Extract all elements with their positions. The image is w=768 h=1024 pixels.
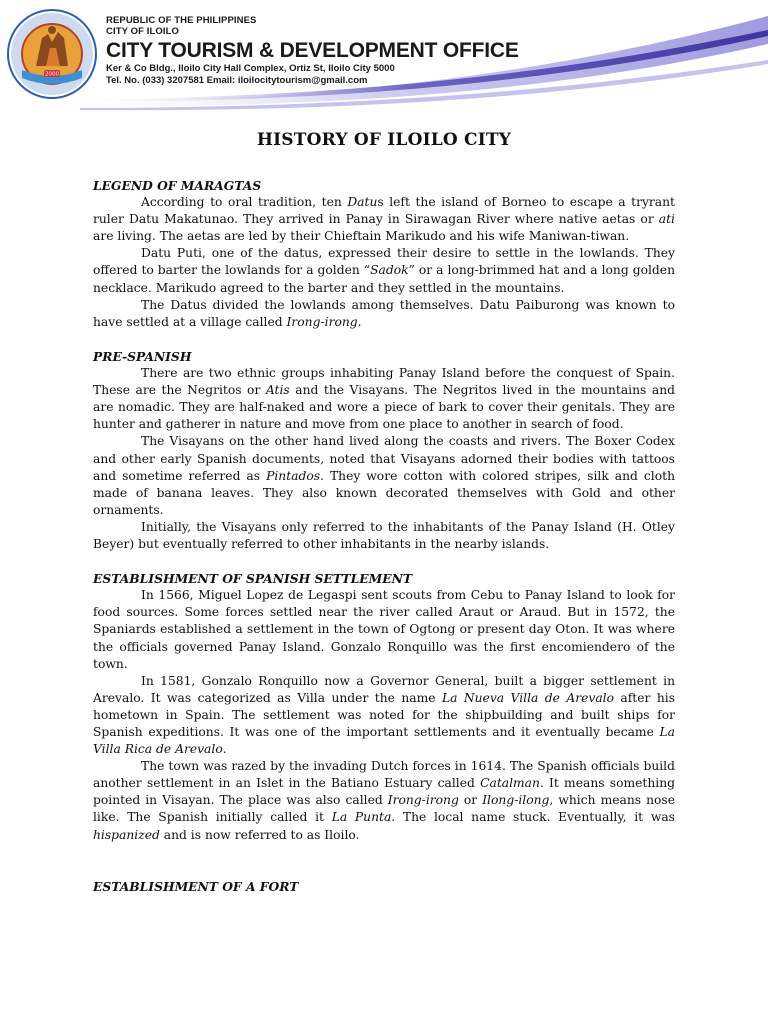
text-run: The Visayans on the other hand lived along the coasts and rivers. The Boxer Codex and other early Spanish documents, noted that Visayans adorned their bodies with tattoos and sometime referred as (93, 434, 675, 483)
text-run: or (458, 793, 483, 808)
italic-term: Atis (265, 383, 290, 398)
italic-term: Irong-irong. (286, 314, 362, 329)
office-name: CITY TOURISM & DEVELOPMENT OFFICE (106, 39, 519, 62)
text-run: Initially, the Visayans only referred to the inhabitants of the Panay Island (H. Otley Beyer) but eventually referred to other inhabitants in the nearby islands. (93, 519, 675, 551)
italic-term: ati (658, 212, 675, 227)
section-heading: LEGEND OF MARAGTAS (93, 178, 262, 193)
italic-term: Ilong-ilong (482, 793, 550, 808)
text-run: According to oral tradition, ten (141, 195, 348, 210)
text-run: The Datus divided the lowlands among themselves. Datu Paiburong was known to have settled at a village called (93, 297, 675, 329)
text-run: and is now referred to as Iloilo. (159, 827, 360, 842)
text-run: ” or a long-brimmed hat and a long golden necklace. Marikudo agreed to the barter and they settled in the mountains. (93, 263, 675, 295)
italic-term: La Punta (331, 810, 392, 825)
section-spacer (93, 331, 675, 348)
paragraph (93, 587, 675, 672)
document-body (93, 177, 675, 895)
text-run: and the Visayans. The Negritos lived in the mountains and are nomadic. They are half-naked and wore a piece of bark to cover their genitals. They are hunter and gatherer in nature and move from one place to another in search of food. (93, 383, 675, 432)
paragraph (93, 365, 675, 433)
text-run: . The local name stuck. Eventually, it was (391, 810, 675, 825)
paragraph (93, 297, 675, 331)
text-run: . (222, 742, 227, 757)
text-run: s left the island of Borneo to escape a tryrant ruler Datu Makatunao. They arrived in Panay in Sirawagan River where native aetas or (93, 195, 675, 227)
text-run: There are two ethnic groups inhabiting Panay Island before the conquest of Spain. These are the Negritos or (93, 366, 675, 398)
paragraph (93, 194, 675, 245)
city-tourism-seal-icon (6, 8, 98, 100)
paragraph (93, 519, 675, 553)
text-run: . It means something pointed in Visayan. The place was also called (93, 776, 676, 808)
letterhead-text (106, 15, 519, 87)
paragraph (93, 758, 675, 843)
svg-text:2000: 2000 (45, 71, 59, 78)
text-run: They wore cotton with colored stripes, silk and cloth made of banana leaves. They also known decorated themselves with Gold and other ornaments. (93, 468, 675, 517)
paragraph (93, 433, 675, 518)
paragraph (93, 245, 675, 296)
text-run: are living. The aetas are led by their Chieftain Marikudo and his wife Maniwan-tiwan. (93, 229, 630, 244)
text-run: , which means nose like. The Spanish initially called it (93, 793, 676, 825)
office-address: Ker & Co Bldg., Iloilo City Hall Complex, Ortiz St, Iloilo City 5000 (106, 63, 395, 74)
city-line: CITY OF ILOILO (106, 26, 180, 37)
italic-term: hispanized (93, 827, 160, 842)
italic-term: La Villa Rica de Arevalo (93, 725, 675, 757)
italic-term: Sadok (370, 263, 409, 278)
section-heading: ESTABLISHMENT OF A FORT (93, 878, 299, 894)
section-heading: PRE-SPANISH (93, 348, 192, 364)
text-run: Datu Puti, one of the datus, expressed their desire to settle in the lowlands. They offered to barter the lowlands for a golden “ (93, 246, 675, 278)
section-spacer (93, 553, 675, 570)
paragraph (93, 673, 675, 758)
office-contact: Tel. No. (033) 3207581 Email: iloilocitytourism@gmail.com (106, 75, 368, 86)
italic-term: Pintados. (266, 468, 324, 483)
section-spacer (93, 844, 675, 878)
letterhead-header (0, 0, 768, 115)
italic-term: La Nueva Villa de Arevalo (441, 690, 614, 705)
italic-term: Datu (347, 195, 378, 210)
italic-term: Irong-irong (387, 793, 459, 808)
italic-term: Catalman (480, 776, 540, 791)
text-run: In 1581, Gonzalo Ronquillo now a Governor General, built a bigger settlement in Arevalo. It was categorized as Villa under the name (93, 673, 675, 705)
text-run: after his hometown in Spain. The settlement was noted for the shipbuilding and built ships for Spanish expeditions. It was one of the important settlements and it eventually became (93, 690, 675, 739)
republic-line: REPUBLIC OF THE PHILIPPINES (106, 15, 257, 26)
section-heading: ESTABLISHMENT OF SPANISH SETTLEMENT (93, 571, 412, 587)
text-run: In 1566, Miguel Lopez de Legaspi sent scouts from Cebu to Panay Island to look for food sources. Some forces settled near the river called Araut or Araud. But in 1572, the Spaniards established a settlement in the town of Ogtong or present day Oton. It was where the officials governed Panay Island. Gonzalo Ronquillo was the first encomiendero of the town. (93, 588, 675, 671)
text-run: The town was razed by the invading Dutch forces in 1614. The Spanish officials build another settlement in an Islet in the Batiano Estuary called (93, 759, 675, 791)
document-title: HISTORY OF ILOILO CITY (256, 130, 512, 150)
